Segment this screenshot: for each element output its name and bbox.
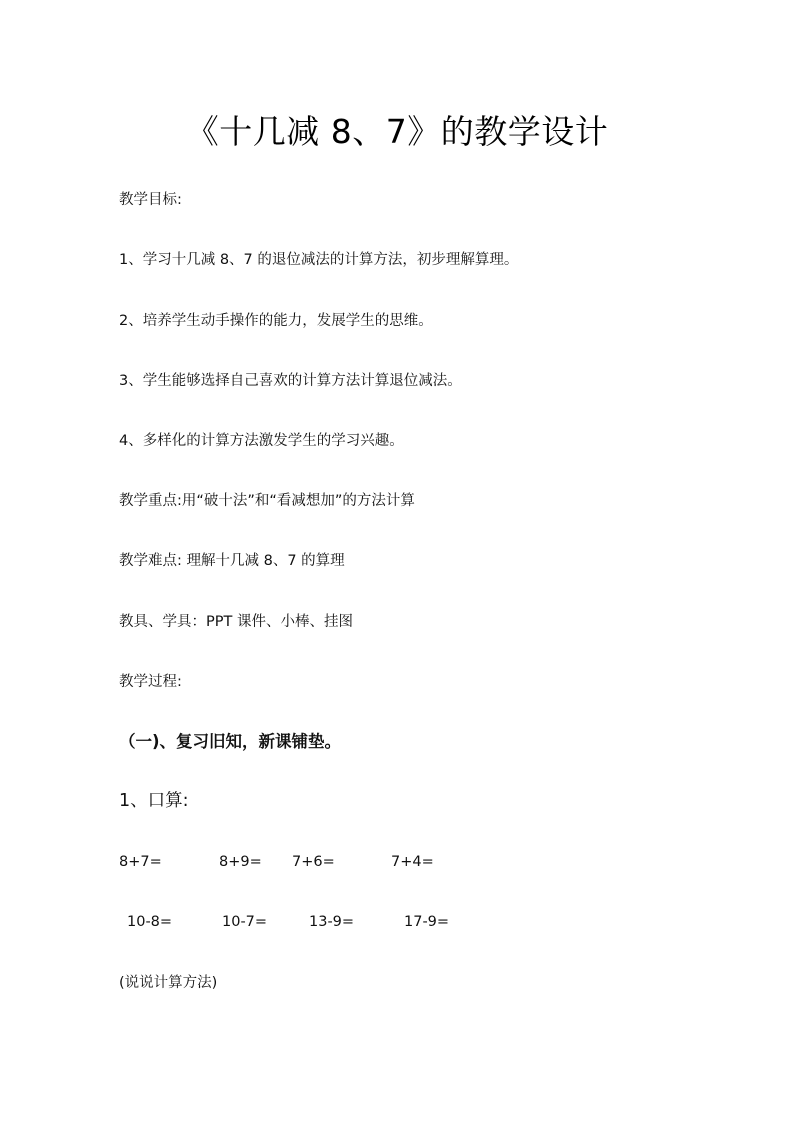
objective-item-2: 2、培养学生动手操作的能力，发展学生的思维。 [119, 313, 433, 329]
objective-item-4: 4、多样化的计算方法激发学生的学习兴趣。 [119, 433, 404, 449]
method-note: (说说计算方法) [119, 975, 218, 991]
objectives-heading: 教学目标: [119, 192, 182, 208]
section-1-heading: （一)、复习旧知，新课铺垫。 [119, 732, 342, 751]
document-title: 《十几减 8、7》的教学设计 [185, 112, 609, 151]
process-heading: 教学过程: [119, 674, 182, 690]
oral-calc-heading: 1、口算: [119, 791, 189, 811]
oral-problem: 13-9= [309, 914, 355, 930]
teaching-tools: 教具、学具：PPT 课件、小棒、挂图 [119, 614, 353, 630]
oral-problem: 8+7= [119, 854, 162, 870]
oral-problem: 10-7= [222, 914, 268, 930]
objective-item-1: 1、学习十几减 8、7 的退位减法的计算方法，初步理解算理。 [119, 252, 519, 268]
difficulty: 教学难点: 理解十几减 8、7 的算理 [119, 553, 345, 569]
oral-problem: 7+4= [391, 854, 434, 870]
oral-problem: 7+6= [292, 854, 335, 870]
oral-problem: 17-9= [404, 914, 450, 930]
oral-problem: 10-8= [127, 914, 173, 930]
key-points: 教学重点:用“破十法”和“看减想加”的方法计算 [119, 493, 415, 509]
objective-item-3: 3、学生能够选择自己喜欢的计算方法计算退位减法。 [119, 373, 462, 389]
oral-problem: 8+9= [219, 854, 262, 870]
